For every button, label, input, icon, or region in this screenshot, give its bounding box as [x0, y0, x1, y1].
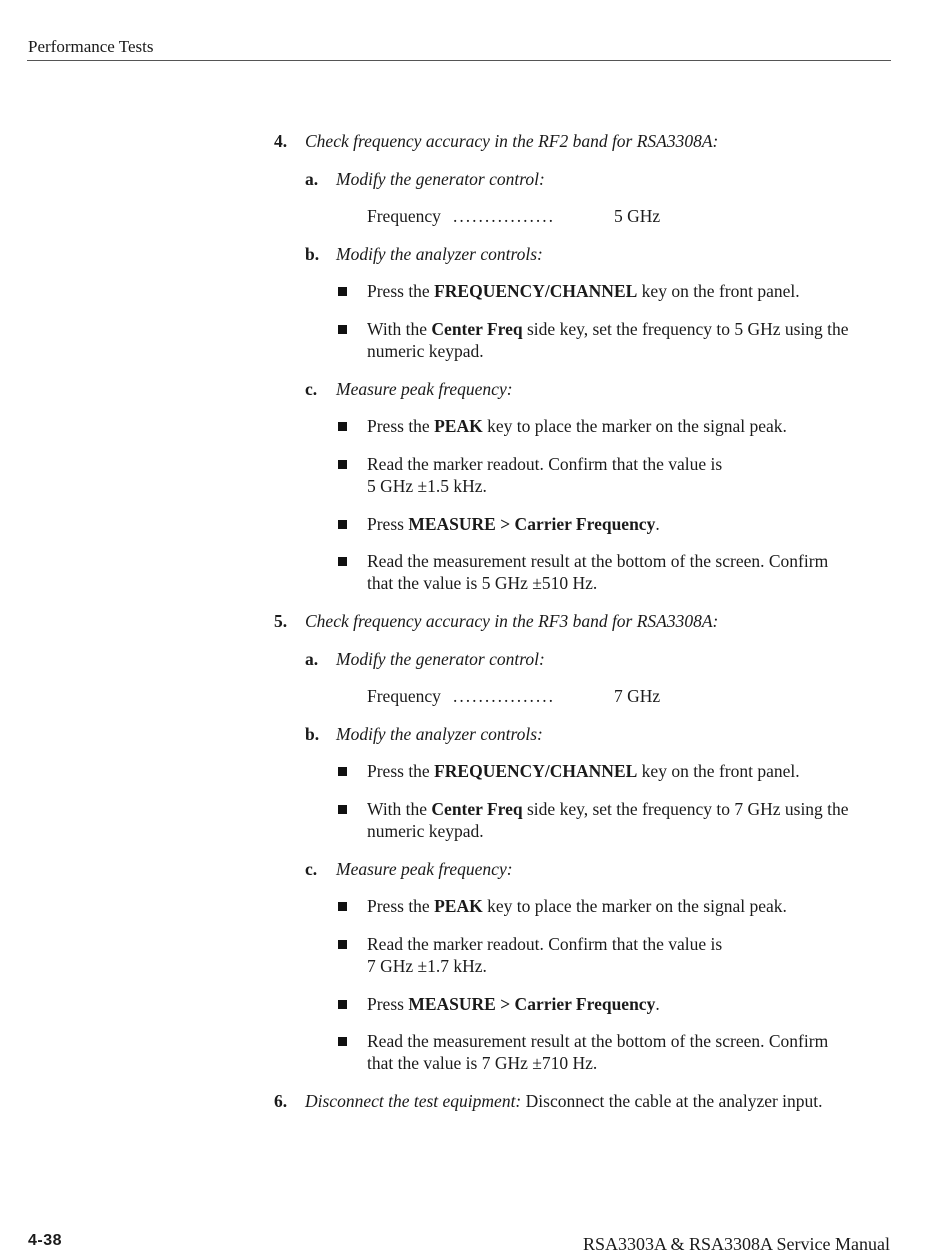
list-item: [367, 318, 849, 340]
list-item: [367, 760, 800, 782]
bullet-icon: [338, 1000, 347, 1009]
substep-title: Modify the analyzer controls:: [336, 244, 543, 264]
menu-path: MEASURE > Carrier Frequency: [408, 994, 656, 1014]
item-text-continued: that the value is 7 GHz ±710 Hz.: [367, 1053, 598, 1073]
substep-title: Measure peak frequency:: [336, 379, 513, 399]
substep-letter: b.: [305, 724, 320, 744]
key-name: Center Freq: [431, 799, 523, 819]
manual-title: RSA3303A & RSA3308A Service Manual: [582, 1234, 890, 1254]
substep-title: Modify the generator control:: [336, 649, 545, 669]
key-name: FREQUENCY/CHANNEL: [434, 761, 638, 781]
item-text: key on the front panel.: [641, 761, 800, 781]
bullet-icon: [338, 940, 347, 949]
substep-letter: b.: [305, 244, 320, 264]
list-item: [367, 280, 800, 302]
key-name: PEAK: [434, 896, 483, 916]
substep-letter: a.: [305, 649, 319, 669]
list-item: Read the marker readout. Confirm that the value is: [367, 454, 723, 474]
substep-title: Modify the analyzer controls:: [336, 724, 543, 744]
item-text: Press the: [367, 761, 430, 781]
page-number: 4-38: [28, 1232, 63, 1249]
step-number: 4.: [274, 131, 288, 151]
item-text: With the: [367, 799, 428, 819]
bullet-icon: [338, 767, 347, 776]
setting-label: Frequency: [367, 686, 441, 706]
running-header: Performance Tests: [28, 37, 154, 56]
list-item: [367, 895, 787, 917]
setting-leader-dots: ................: [453, 206, 555, 226]
setting-leader-dots: ................: [453, 686, 555, 706]
bullet-icon: [338, 460, 347, 469]
list-item: [367, 513, 660, 535]
bullet-icon: [338, 287, 347, 296]
step-text: [305, 1090, 823, 1112]
step-body: Disconnect the cable at the analyzer input.: [525, 1091, 823, 1111]
item-text-continued: 7 GHz ±1.7 kHz.: [367, 956, 487, 976]
item-text: side key, set the frequency to 5 GHz using the: [527, 319, 849, 339]
step-number: 6.: [274, 1091, 288, 1111]
bullet-icon: [338, 805, 347, 814]
item-text: Press the: [367, 281, 430, 301]
item-text: .: [655, 994, 660, 1014]
key-name: FREQUENCY/CHANNEL: [434, 281, 638, 301]
item-text: Press the: [367, 416, 430, 436]
bullet-icon: [338, 902, 347, 911]
setting-value: 5 GHz: [614, 206, 661, 226]
item-text-continued: that the value is 5 GHz ±510 Hz.: [367, 573, 598, 593]
item-text: key to place the marker on the signal peak.: [487, 416, 787, 436]
header-rule: [27, 60, 891, 61]
substep-title: Measure peak frequency:: [336, 859, 513, 879]
setting-value: 7 GHz: [614, 686, 661, 706]
item-text: key to place the marker on the signal peak.: [487, 896, 787, 916]
list-item: [367, 993, 660, 1015]
step-title: Disconnect the test equipment:: [305, 1091, 522, 1111]
list-item: Read the measurement result at the bottom of the screen. Confirm: [367, 551, 829, 571]
item-text-continued: 5 GHz ±1.5 kHz.: [367, 476, 487, 496]
item-text: Press: [367, 994, 404, 1014]
list-item: [367, 798, 849, 820]
bullet-icon: [338, 422, 347, 431]
item-text: side key, set the frequency to 7 GHz using the: [527, 799, 849, 819]
item-text: key on the front panel.: [641, 281, 800, 301]
bullet-icon: [338, 325, 347, 334]
list-item: Read the marker readout. Confirm that the value is: [367, 934, 723, 954]
bullet-icon: [338, 520, 347, 529]
item-text: .: [655, 514, 660, 534]
substep-title: Modify the generator control:: [336, 169, 545, 189]
key-name: PEAK: [434, 416, 483, 436]
setting-label: Frequency: [367, 206, 441, 226]
list-item: Read the measurement result at the bottom of the screen. Confirm: [367, 1031, 829, 1051]
bullet-icon: [338, 557, 347, 566]
key-name: Center Freq: [431, 319, 523, 339]
bullet-icon: [338, 1037, 347, 1046]
item-text: Press: [367, 514, 404, 534]
step-number: 5.: [274, 611, 288, 631]
item-text: Press the: [367, 896, 430, 916]
item-text: With the: [367, 319, 428, 339]
step-title: Check frequency accuracy in the RF3 band for RSA3308A:: [305, 611, 719, 631]
menu-path: MEASURE > Carrier Frequency: [408, 514, 656, 534]
item-text-continued: numeric keypad.: [367, 821, 484, 841]
substep-letter: a.: [305, 169, 319, 189]
substep-letter: c.: [305, 859, 318, 879]
substep-letter: c.: [305, 379, 318, 399]
step-title: Check frequency accuracy in the RF2 band for RSA3308A:: [305, 131, 719, 151]
list-item: [367, 415, 787, 437]
item-text-continued: numeric keypad.: [367, 341, 484, 361]
